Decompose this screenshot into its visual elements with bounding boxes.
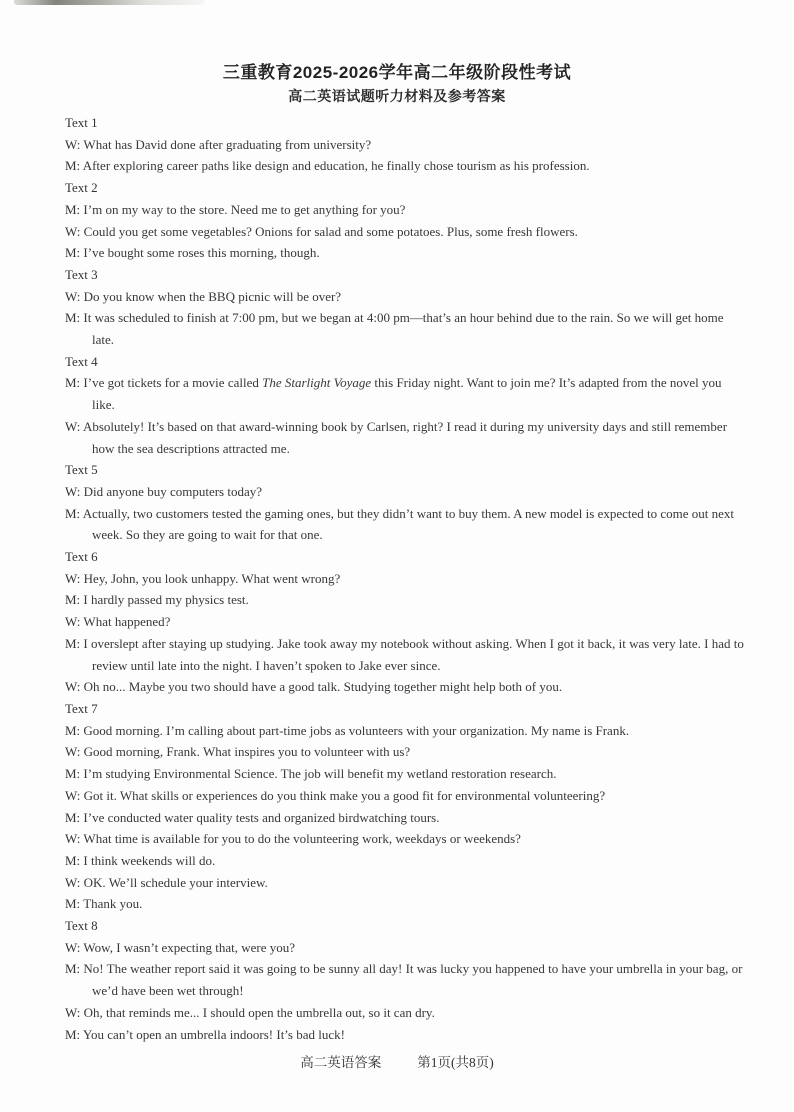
dialogue-line xyxy=(65,307,746,350)
dialogue-text: I’ve conducted water quality tests and organized birdwatching tours. xyxy=(83,809,440,825)
dialogue-line xyxy=(65,720,746,742)
dialogue-text: Did anyone buy computers today? xyxy=(83,483,262,499)
dialogue-text: No! The weather report said it was going to be sunny all day! It was lucky you happened to have your umbrella in your bag, or we’d have been wet through! xyxy=(83,961,743,999)
text-section-heading: Text 7 xyxy=(65,700,98,716)
dialogue-text: Oh, that reminds me... I should open the umbrella out, so it can dry. xyxy=(83,1004,435,1020)
speaker-label: W: xyxy=(65,223,84,239)
document-title: 三重教育2025-2026学年高二年级阶段性考试 xyxy=(222,63,572,82)
speaker-label: M: xyxy=(65,896,84,912)
speaker-label: M: xyxy=(65,766,84,782)
dialogue-line xyxy=(65,893,746,915)
speaker-label: M: xyxy=(65,722,84,738)
document-subtitle: 高二英语试题听力材料及参考答案 xyxy=(288,88,506,104)
dialogue-text: What happened? xyxy=(83,614,171,630)
speaker-label: W: xyxy=(65,679,84,695)
dialogue-line xyxy=(65,372,746,415)
dialogue-text: Good morning. I’m calling about part-time jobs as volunteers with your organization. My name is Frank. xyxy=(83,722,630,738)
dialogue-text: Oh no... Maybe you two should have a good talk. Studying together might help both of you. xyxy=(83,679,563,695)
speaker-label: M: xyxy=(65,635,84,651)
dialogue-line xyxy=(65,589,746,611)
dialogue-text: What has David done after graduating from university? xyxy=(83,136,372,152)
dialogue-line xyxy=(65,850,746,872)
dialogue-line xyxy=(65,134,746,156)
speaker-label: M: xyxy=(65,1026,83,1042)
dialogue-line xyxy=(65,937,746,959)
dialogue-line xyxy=(65,741,746,763)
text-section-heading: Text 6 xyxy=(65,549,98,565)
text-section-heading: Text 2 xyxy=(65,180,98,196)
speaker-label: W: xyxy=(65,744,84,760)
text-section-heading: Text 5 xyxy=(65,462,98,478)
dialogue-text: this Friday night. Want to join me? It’s adapted from the novel you like. xyxy=(92,375,722,413)
speaker-label: M: xyxy=(65,961,84,977)
scan-artifact-mark xyxy=(14,0,204,5)
text-section-heading: Text 4 xyxy=(65,353,98,369)
text-section-heading: Text 1 xyxy=(65,115,98,130)
speaker-label: M: xyxy=(65,809,84,825)
dialogue-text: After exploring career paths like design and education, he finally chose tourism as his profession. xyxy=(82,158,590,174)
dialogue-line xyxy=(65,155,746,177)
dialogue-text: I’m on my way to the store. Need me to get anything for you? xyxy=(83,201,406,217)
dialogue-line xyxy=(65,633,746,676)
speaker-label: M: xyxy=(65,245,84,261)
speaker-label: M: xyxy=(65,158,83,174)
dialogue-line xyxy=(65,503,746,546)
document-header xyxy=(0,0,794,107)
dialogue-text: I think weekends will do. xyxy=(83,852,216,868)
dialogue-text: OK. We’ll schedule your interview. xyxy=(83,874,268,890)
dialogue-line xyxy=(65,481,746,503)
dialogue-line xyxy=(65,568,746,590)
speaker-label: M: xyxy=(65,310,84,326)
dialogue-line xyxy=(65,242,746,264)
text-section-heading: Text 8 xyxy=(65,918,98,934)
dialogue-line xyxy=(65,286,746,308)
dialogue-text: Thank you. xyxy=(83,896,143,912)
dialogue-line xyxy=(65,872,746,894)
speaker-label: W: xyxy=(65,787,84,803)
page-footer xyxy=(0,1053,794,1073)
dialogue-text: Got it. What skills or experiences do you think make you a good fit for environmental volunteering? xyxy=(83,787,606,803)
dialogue-line xyxy=(65,1002,746,1024)
dialogue-line xyxy=(65,828,746,850)
speaker-label: W: xyxy=(65,1004,84,1020)
dialogue-sections xyxy=(65,112,746,1045)
dialogue-text: It was scheduled to finish at 7:00 pm, but we began at 4:00 pm—that’s an hour behind due to the rain. So we will get home late. xyxy=(83,310,724,348)
speaker-label: W: xyxy=(65,136,84,152)
dialogue-line xyxy=(65,221,746,243)
dialogue-line xyxy=(65,676,746,698)
dialogue-line xyxy=(65,1024,746,1046)
speaker-label: M: xyxy=(65,852,84,868)
dialogue-line xyxy=(65,199,746,221)
speaker-label: M: xyxy=(65,592,84,608)
speaker-label: W: xyxy=(65,874,84,890)
dialogue-text: I overslept after staying up studying. Jake took away my notebook without asking. When I got it back, it was very late. I had to review until late into the night. I haven’t spoken to Jake ever since. xyxy=(83,635,744,673)
dialogue-text: Could you get some vegetables? Onions for salad and some potatoes. Plus, some fresh flowers. xyxy=(83,223,578,239)
dialogue-text: Good morning, Frank. What inspires you to volunteer with us? xyxy=(83,744,411,760)
dialogue-text: Actually, two customers tested the gaming ones, but they didn’t want to buy them. A new model is expected to come out next week. So they are going to wait for that one. xyxy=(82,505,735,543)
speaker-label: W: xyxy=(65,939,84,955)
dialogue-text: Hey, John, you look unhappy. What went wrong? xyxy=(83,570,341,586)
dialogue-text: Absolutely! It’s based on that award-winning book by Carlsen, right? I read it during my university days and still remember how the sea descriptions attracted me. xyxy=(82,418,728,456)
dialogue-line xyxy=(65,807,746,829)
speaker-label: M: xyxy=(65,505,83,521)
dialogue-text: What time is available for you to do the volunteering work, weekdays or weekends? xyxy=(83,831,521,847)
dialogue-line xyxy=(65,958,746,1001)
dialogue-text: I’m studying Environmental Science. The job will benefit my wetland restoration research. xyxy=(83,766,557,782)
speaker-label: M: xyxy=(65,201,84,217)
speaker-label: W: xyxy=(65,570,84,586)
dialogue-text: I’ve bought some roses this morning, though. xyxy=(83,245,320,261)
dialogue-text: Do you know when the BBQ picnic will be over? xyxy=(83,288,342,304)
speaker-label: W: xyxy=(65,831,84,847)
speaker-label: M: xyxy=(65,375,84,391)
speaker-label: W: xyxy=(65,418,83,434)
speaker-label: W: xyxy=(65,614,84,630)
footer-page-label: 第1页(共8页) xyxy=(417,1055,494,1070)
speaker-label: W: xyxy=(65,288,84,304)
dialogue-line xyxy=(65,785,746,807)
dialogue-line xyxy=(65,763,746,785)
dialogue-line xyxy=(65,611,746,633)
speaker-label: W: xyxy=(65,483,84,499)
dialogue-text: I hardly passed my physics test. xyxy=(83,592,249,608)
dialogue-text: I’ve got tickets for a movie called xyxy=(83,375,263,391)
dialogue-text: Wow, I wasn’t expecting that, were you? xyxy=(83,939,296,955)
dialogue-text: You can’t open an umbrella indoors! It’s bad luck! xyxy=(82,1026,345,1042)
text-section-heading: Text 3 xyxy=(65,266,98,282)
dialogue-line xyxy=(65,416,746,459)
dialogue-text-italic: The Starlight Voyage xyxy=(262,375,372,391)
footer-doc-label: 高二英语答案 xyxy=(300,1055,382,1070)
